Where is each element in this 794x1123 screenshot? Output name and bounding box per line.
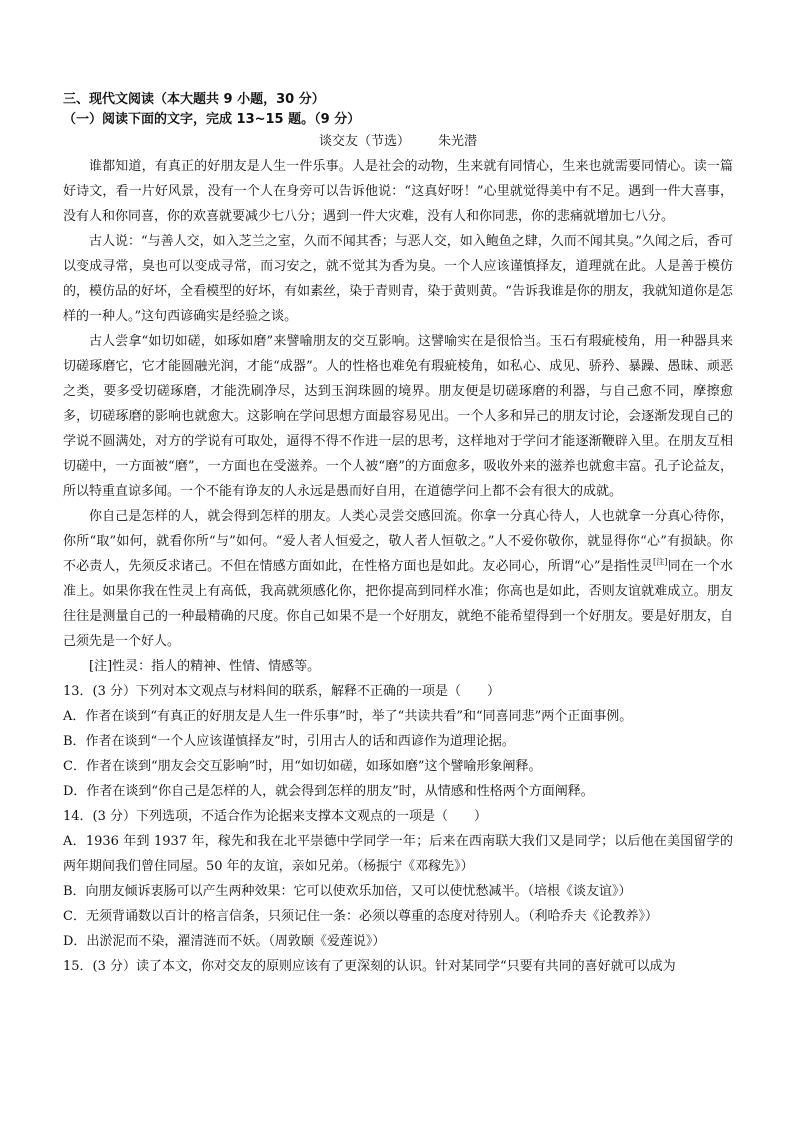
paragraph-4-part-1: 你自己是怎样的人，就会得到怎样的朋友。人类心灵尝交感回流。你拿一分真心待人，人也就拿一分真心待你，你所“取”如何，就看你所“与”如何。“爱人者人恒爱之，敬人者人恒敬之。”人不爱你敬你，就显得你“心”有损缺。你不必责人，先须反求诸己。不但在情感方面如此，在性格方面也是如此。友必同心，所谓“心”是指性灵 <box>63 509 733 574</box>
question-15-stem: 15．(3 分）读了本文，你对交友的原则应该有了更深刻的认识。针对某同学“只要有共同的喜好就可以成为 <box>63 959 676 974</box>
question-14-option-d: D．出淤泥而不染，濯清涟而不妖。（周敦颐《爱莲说》） <box>63 934 386 949</box>
article-title: 谈交友（节选） <box>318 134 410 149</box>
section-title: 三、现代文阅读（本大题共 9 小题，30 分） <box>63 92 325 107</box>
question-13-option-a: A．作者在谈到“有真正的好朋友是人生一件乐事”时，举了“共读共看”和“同喜同悲”两个正面事例。 <box>63 709 633 724</box>
question-13-stem: 13．(3 分）下列对本文观点与材料间的联系，解释不正确的一项是（ ） <box>63 684 501 699</box>
question-14-stem: 14．(3 分）下列选项，不适合作为论据来支撑本文观点的一项是（ ） <box>63 809 488 824</box>
paragraph-4 <box>63 504 733 654</box>
question-13-option-d: D．作者在谈到“你自己是怎样的人，就会得到怎样的朋友”时，从情感和性格两个方面阐释。 <box>63 784 594 799</box>
question-14-option-c: C．无须背诵数以百计的格言信条，只须记住一条：必须以尊重的态度对待别人。（利哈乔夫《论教养》） <box>63 909 658 924</box>
footnote-mark: [注] <box>653 557 668 567</box>
question-14-option-b: B．向朋友倾诉衷肠可以产生两种效果：它可以使欢乐加倍，又可以使忧愁减半。（培根《谈友谊》） <box>63 884 632 899</box>
paragraph-1: 谁都知道，有真正的好朋友是人生一件乐事。人是社会的动物，生来就有同情心，生来也就需要同情心。读一篇好诗文，看一片好风景，没有一个人在身旁可以告诉他说：“这真好呀！”心里就觉得美中有不足。遇到一件大喜事，没有人和你同喜，你的欢喜就要减少七八分；遇到一件大灾难，没有人和你同悲，你的悲痛就增加七八分。 <box>63 159 733 224</box>
question-14-option-a: A．1936 年到 1937 年，稼先和我在北平崇德中学同学一年；后来在西南联大我们又是同学；以后他在美国留学的两年期间我们曾住同屋。50 年的友谊，亲如兄弟。（杨振宁《邓稼先》） <box>63 834 733 874</box>
document-page <box>63 90 733 979</box>
article-heading <box>63 130 733 154</box>
article-author: 朱光潜 <box>438 134 478 149</box>
paragraph-2: 古人说：“与善人交，如入芝兰之室，久而不闻其香；与恶人交，如入鲍鱼之肆，久而不闻其臭。”久闻之后，香可以变成寻常，臭也可以变成寻常，而习安之，就不觉其为香为臭。一个人应该谨慎择友，道理就在此。人是善于模仿的，模仿品的好坏，全看模型的好坏，有如素丝，染于青则青，染于黄则黄。“告诉我谁是你的朋友，我就知道你是怎样的一种人。”这句西谚确实是经验之谈。 <box>63 234 733 324</box>
sub-title: （一）阅读下面的文字，完成 13~15 题。（9 分） <box>63 112 361 127</box>
question-13-option-c: C．作者在谈到“朋友会交互影响”时，用“如切如磋，如琢如磨”这个譬喻形象阐释。 <box>63 759 542 774</box>
paragraph-4-part-2: 同在一个水准上。如果你我在性灵上有高低，我高就须感化你，把你提高到同样水准；你高也是如此，否则友谊就难成立。朋友往往是测量自己的一种最精确的尺度。你自己如果不是一个好朋友，就绝不能希望得到一个好朋友。要是好朋友，自己须先是一个好人。 <box>63 559 733 649</box>
question-13-option-b: B．作者在谈到“一个人应该谨慎择友”时，引用古人的话和西谚作为道理论据。 <box>63 734 515 749</box>
footnote: [注]性灵：指人的精神、性情、情感等。 <box>89 659 321 674</box>
paragraph-3: 古人尝拿“如切如磋，如琢如磨”来譬喻朋友的交互影响。这譬喻实在是很恰当。玉石有瑕疵棱角，用一种器具来切磋琢磨它，它才能圆融光润，才能“成器”。人的性格也难免有瑕疵棱角，如私心、成见、骄矜、暴躁、愚昧、顽恶之类，要多受切磋琢磨，才能洗刷净尽，达到玉润珠圆的境界。朋友便是切磋琢磨的利器，与自己愈不同，摩擦愈多，切磋琢磨的影响也就愈大。这影响在学问思想方面最容易见出。一个人多和异己的朋友讨论，会逐渐发现自己的学说不圆满处，对方的学说有可取处，逼得不得不作进一层的思考，这样地对于学问才能逐渐鞭辟入里。在朋友互相切磋中，一方面被“磨”，一方面也在受滋养。一个人被“磨”的方面愈多，吸收外来的滋养也就愈丰富。孔子论益友，所以特重直谅多闻。一个不能有诤友的人永远是愚而好自用，在道德学问上都不会有很大的成就。 <box>63 334 733 499</box>
